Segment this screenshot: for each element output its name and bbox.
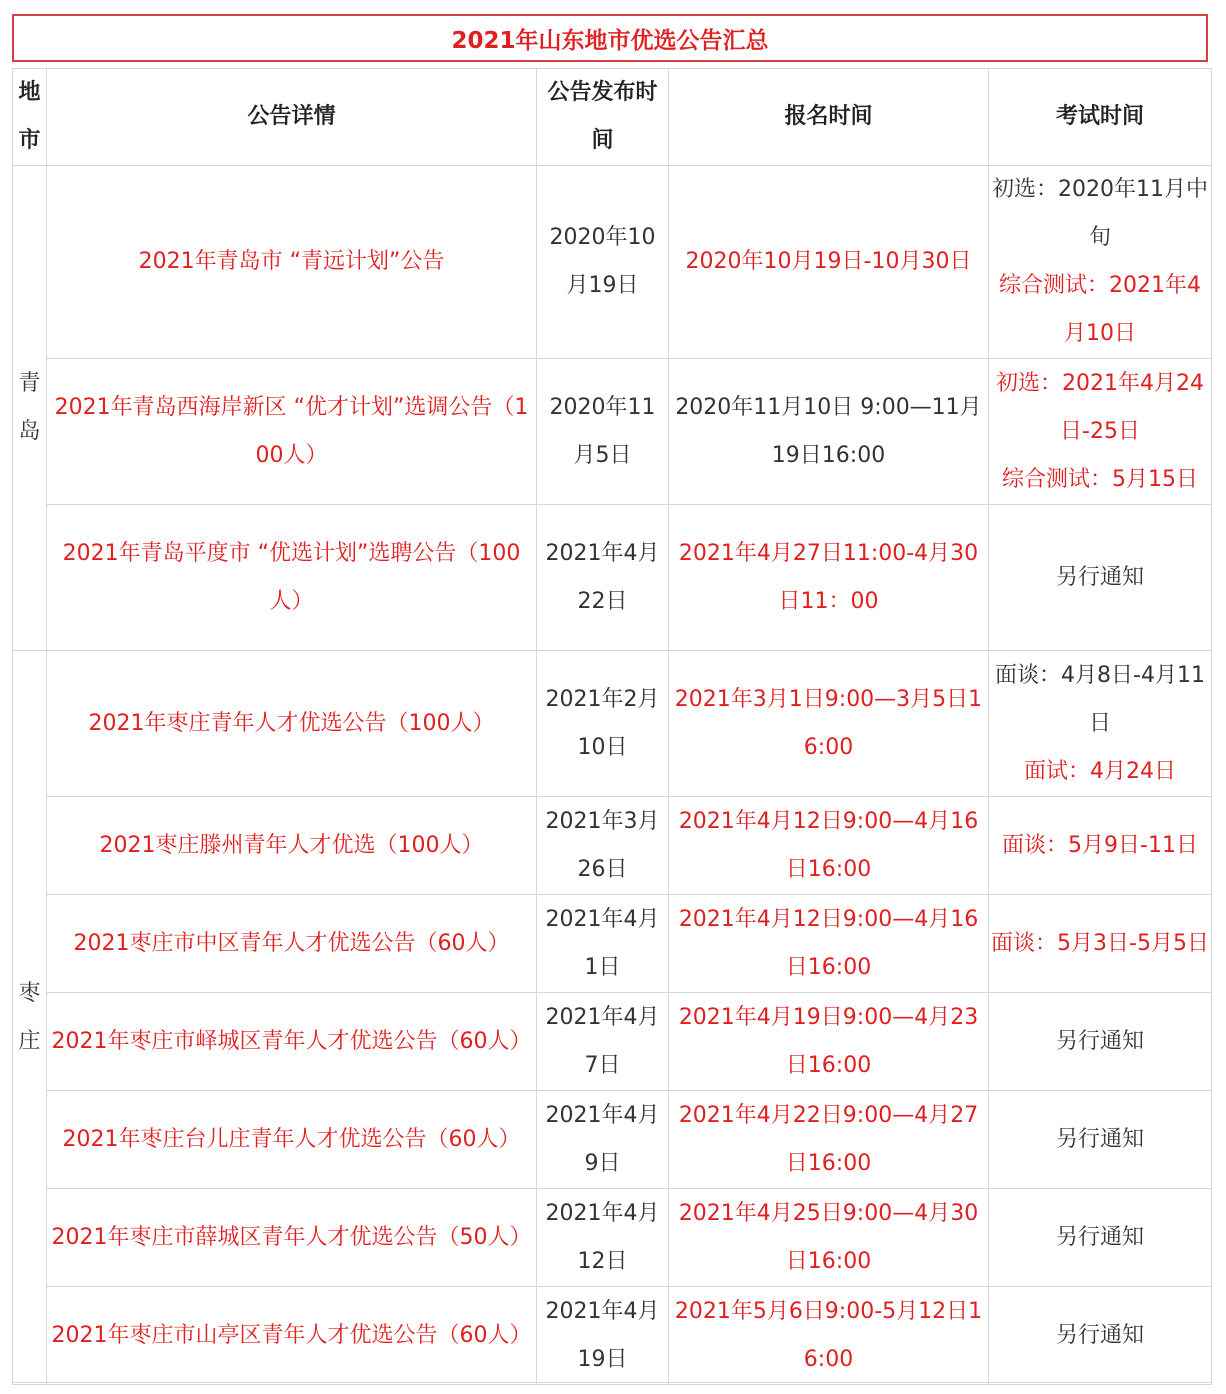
announcement-link[interactable]: 2021年青岛市 “青远计划”公告 [47, 166, 537, 359]
exam-time-cell [989, 993, 1212, 1091]
publish-time-cell: 2021年4月1日 [537, 895, 669, 993]
announcement-link[interactable]: 2021年青岛平度市 “优选计划”选聘公告（100人） [47, 505, 537, 651]
exam-time-cell [989, 797, 1212, 895]
announcement-link[interactable]: 2021枣庄市中区青年人才优选公告（60人） [47, 895, 537, 993]
exam-time-line: 另行通知 [1055, 1224, 1144, 1250]
table-row [13, 993, 1212, 1091]
signup-time-cell: 2021年4月19日9:00—4月23日16:00 [669, 993, 989, 1091]
city-cell: 青岛 [13, 166, 47, 651]
publish-time-cell: 2021年4月19日 [537, 1287, 669, 1385]
table-row [13, 1189, 1212, 1287]
header-signup-time: 报名时间 [669, 69, 989, 166]
exam-time-cell [989, 1287, 1212, 1385]
header-city: 地市 [13, 69, 47, 166]
exam-time-cell [989, 166, 1212, 359]
exam-time-line: 面谈：5月9日-11日 [1002, 832, 1198, 858]
announcement-link[interactable]: 2021年枣庄市峄城区青年人才优选公告（60人） [47, 993, 537, 1091]
table-row [13, 1091, 1212, 1189]
table-continuation [12, 1382, 1211, 1394]
signup-time-cell: 2021年4月25日9:00—4月30日16:00 [669, 1189, 989, 1287]
signup-time-cell: 2021年3月1日9:00—3月5日16:00 [669, 651, 989, 797]
signup-time-cell: 2021年4月22日9:00—4月27日16:00 [669, 1091, 989, 1189]
announcement-table [12, 68, 1212, 1385]
announcement-link[interactable]: 2021年枣庄市山亭区青年人才优选公告（60人） [47, 1287, 537, 1385]
publish-time-cell: 2020年11月5日 [537, 359, 669, 505]
exam-time-line: 另行通知 [1055, 1322, 1144, 1348]
table-row [13, 1287, 1212, 1385]
exam-time-cell [989, 895, 1212, 993]
publish-time-cell: 2021年3月26日 [537, 797, 669, 895]
exam-time-cell [989, 1091, 1212, 1189]
exam-time-line: 面试：4月24日 [1024, 758, 1176, 784]
table-row [13, 651, 1212, 797]
header-publish-time: 公告发布时间 [537, 69, 669, 166]
announcement-link[interactable]: 2021年枣庄市薛城区青年人才优选公告（50人） [47, 1189, 537, 1287]
announcement-link[interactable]: 2021年枣庄台儿庄青年人才优选公告（60人） [47, 1091, 537, 1189]
signup-time-cell: 2021年4月12日9:00—4月16日16:00 [669, 895, 989, 993]
announcement-link[interactable]: 2021枣庄滕州青年人才优选（100人） [47, 797, 537, 895]
exam-time-line: 初选：2020年11月中旬 [992, 177, 1208, 250]
exam-time-cell [989, 359, 1212, 505]
exam-time-cell [989, 1189, 1212, 1287]
publish-time-cell: 2021年4月12日 [537, 1189, 669, 1287]
table-row [13, 505, 1212, 651]
publish-time-cell: 2020年10月19日 [537, 166, 669, 359]
exam-time-line: 综合测试：5月15日 [1002, 466, 1198, 492]
exam-time-line: 面谈：4月8日-4月11日 [995, 662, 1205, 736]
table-row [13, 895, 1212, 993]
publish-time-cell: 2021年2月10日 [537, 651, 669, 797]
announcement-link[interactable]: 2021年枣庄青年人才优选公告（100人） [47, 651, 537, 797]
exam-time-line: 另行通知 [1055, 564, 1144, 590]
exam-time-line: 综合测试：2021年4月10日 [999, 273, 1201, 346]
table-row [13, 166, 1212, 359]
header-detail: 公告详情 [47, 69, 537, 166]
signup-time-cell: 2020年11月10日 9:00—11月19日16:00 [669, 359, 989, 505]
table-title: 2021年山东地市优选公告汇总 [12, 14, 1208, 62]
announcement-link[interactable]: 2021年青岛西海岸新区 “优才计划”选调公告（100人） [47, 359, 537, 505]
table-body [13, 166, 1212, 1385]
exam-time-line: 另行通知 [1055, 1028, 1144, 1054]
publish-time-cell: 2021年4月22日 [537, 505, 669, 651]
signup-time-cell: 2020年10月19日-10月30日 [669, 166, 989, 359]
exam-time-cell [989, 651, 1212, 797]
signup-time-cell: 2021年4月27日11:00-4月30日11：00 [669, 505, 989, 651]
publish-time-cell: 2021年4月7日 [537, 993, 669, 1091]
city-cell: 枣庄 [13, 651, 47, 1385]
exam-time-line: 另行通知 [1055, 1126, 1144, 1152]
exam-time-line: 初选：2021年4月24日-25日 [996, 370, 1204, 444]
publish-time-cell: 2021年4月9日 [537, 1091, 669, 1189]
table-row [13, 797, 1212, 895]
signup-time-cell: 2021年5月6日9:00-5月12日16:00 [669, 1287, 989, 1385]
header-exam-time: 考试时间 [989, 69, 1212, 166]
signup-time-cell: 2021年4月12日9:00—4月16日16:00 [669, 797, 989, 895]
exam-time-line: 面谈：5月3日-5月5日 [991, 930, 1209, 956]
exam-time-cell [989, 505, 1212, 651]
table-row [13, 359, 1212, 505]
